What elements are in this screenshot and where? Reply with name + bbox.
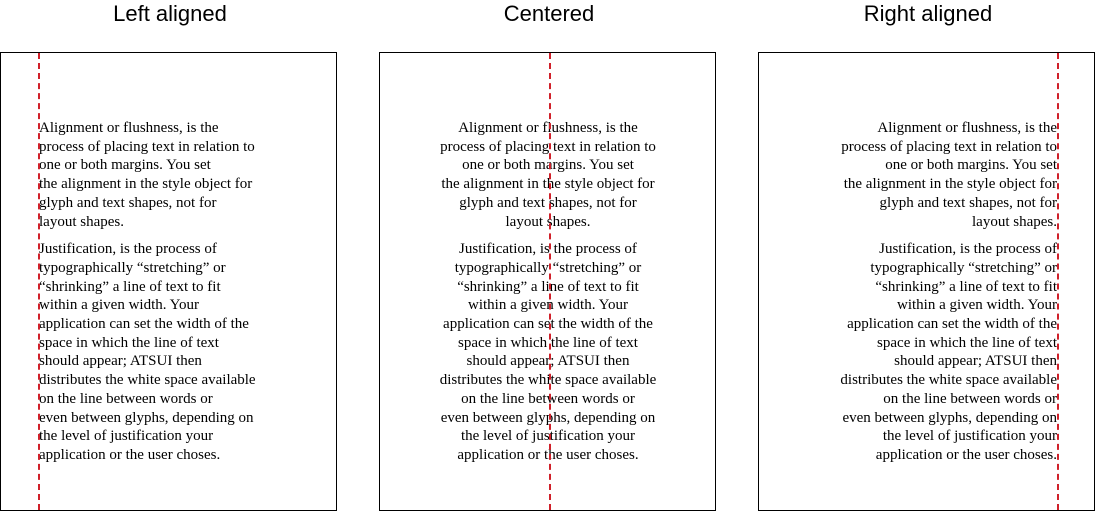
centered-panel	[379, 52, 716, 511]
alignment-paragraph: Alignment or flushness, is the process of placing text in relation to one or both margins. You set the alignment in the style object for glyph and text shapes, not for layout shapes.	[841, 120, 1057, 230]
right-aligned-panel	[758, 52, 1095, 511]
left-aligned-panel	[0, 52, 337, 511]
alignment-paragraph: Alignment or flushness, is the process of placing text in relation to one or both margins. You set the alignment in the style object for glyph and text shapes, not for layout shapes.	[39, 120, 255, 230]
justification-paragraph: Justification, is the process of typographically “stretching” or “shrinking” a line of text to fit within a given width. Your application can set the width of the space in which the line of text should appear; ATSUI then distributes the white space available on the line between words or even between glyphs, depending on the level of justification your application or the user choses.	[39, 241, 256, 463]
alignment-paragraph: Alignment or flushness, is the process of placing text in relation to one or both margins. You set the alignment in the style object for glyph and text shapes, not for layout shapes.	[440, 120, 656, 230]
right-aligned-text-block	[789, 119, 1057, 474]
left-margin-guide-line	[38, 53, 40, 510]
centered-title: Centered	[503, 1, 595, 26]
right-margin-guide-line	[1057, 53, 1059, 510]
center-guide-line	[549, 53, 551, 510]
right-aligned-title: Right aligned	[863, 1, 993, 26]
justification-paragraph: Justification, is the process of typographically “stretching” or “shrinking” a line of text to fit within a given width. Your application can set the width of the space in which the line of text should appear; ATSUI then distributes the white space available on the line between words or even between glyphs, depending on the level of justification your application or the user choses.	[439, 241, 657, 463]
centered-text-block	[414, 119, 682, 474]
left-aligned-title: Left aligned	[113, 1, 227, 26]
justification-paragraph: Justification, is the process of typographically “stretching” or “shrinking” a line of text to fit within a given width. Your application can set the width of the space in which the line of text should appear; ATSUI then distributes the white space available on the line between words or even between glyphs, depending on the level of justification your application or the user choses.	[840, 241, 1057, 463]
left-aligned-text-block	[39, 119, 307, 474]
